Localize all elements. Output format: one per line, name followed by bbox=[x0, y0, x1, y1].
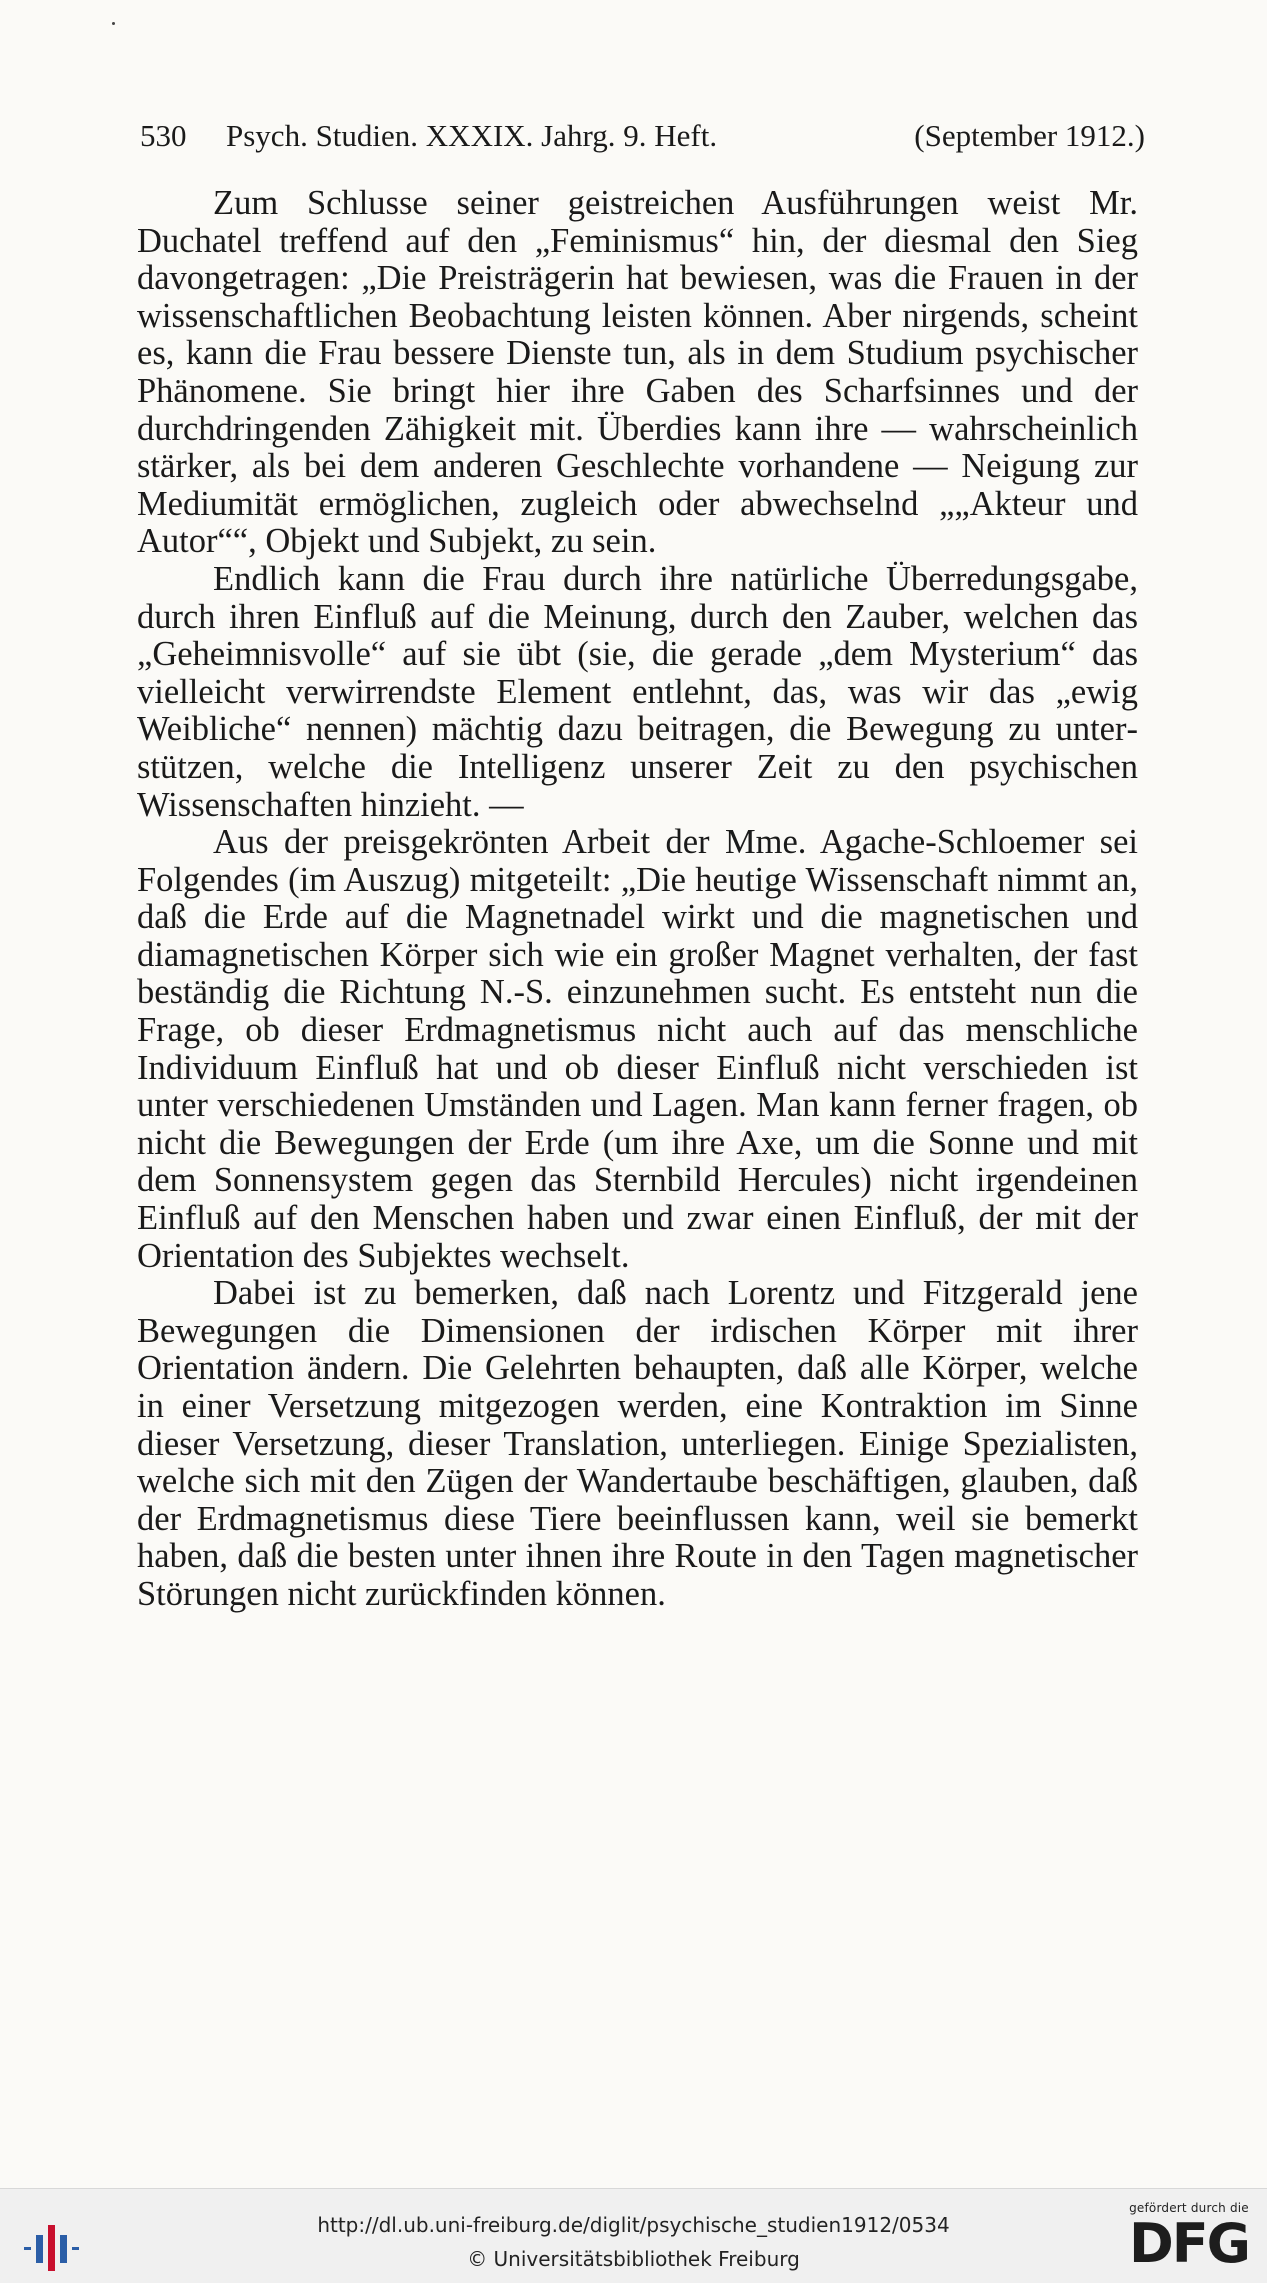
funding-tagline: gefördert durch die bbox=[1129, 2201, 1249, 2215]
paragraph: Endlich kann die Frau durch ihre natürliche Überredungsgabe, durch ihren Einfluß auf die Meinung, durch den Zauber, welchen das „Geheimnisvolle“ auf sie übt (sie, die gerade „dem Mysterium“ das vielleicht verwirrendste Element entlehnt, das, was wir das „ewig Weibliche“ nennen) mächtig dazu beitragen, die Bewegung zu unterstützen, welche die Intelligenz unserer Zeit zu den psychischen Wissenschaften hinzieht. — bbox=[137, 559, 1138, 824]
viewer-footer bbox=[0, 2188, 1267, 2283]
dfg-logo-icon: DFG bbox=[1128, 2212, 1250, 2275]
issue-date: (September 1912.) bbox=[914, 118, 1145, 153]
paragraph: Aus der preisgekrönten Arbeit der Mme. Agache-Schloemer sei Folgendes (im Auszug) mitgeteilt: „Die heutige Wissenschaft nimmt an, daß die Erde auf die Magnetnadel wirkt und die magnetischen und diamagnetischen Körper sich wie ein großer Magnet verhalten, der fast beständig die Richtung N.-S. einzunehmen sucht. Es entsteht nun die Frage, ob dieser Erdmagnetismus nicht auch auf das menschliche Individuum Einfluß hat und ob dieser Einfluß nicht verschieden ist unter verschiedenen Umständen und Lagen. Man kann ferner fragen, ob nicht die Bewegungen der Erde (um ihre Axe, um die Sonne und mit dem Sonnensystem gegen das Sternbild Hercules) nicht irgendeinen Einfluß auf den Menschen haben und zwar einen Einfluß, der mit der Orientation des Subjektes wechselt. bbox=[137, 823, 1138, 1275]
paragraph: Zum Schlusse seiner geistreichen Ausführungen weist Mr. Duchatel treffend auf den „Feminismus“ hin, der diesmal den Sieg davongetragen: „Die Preisträgerin hat bewiesen, was die Frauen in der wissenschaftlichen Beobachtung leisten können. Aber nirgends, scheint es, kann die Frau bessere Dienste tun, als in dem Studium psychischer Phänomene. Sie bringt hier ihre Gaben des Scharfsinnes und der durchdringenden Zähigkeit mit. Überdies kann ihre — wahrscheinlich stärker, als bei dem anderen Geschlechte vorhandene — Neigung zur Mediumität ermöglichen, zugleich oder abwechselnd „„Akteur und Autor““, Objekt und Subjekt, zu sein. bbox=[137, 184, 1138, 561]
scan-speck bbox=[112, 22, 115, 25]
permalink[interactable]: http://dl.ub.uni-freiburg.de/diglit/psychische_studien1912/0534 bbox=[317, 2213, 950, 2237]
body-text bbox=[137, 185, 1138, 1614]
running-head bbox=[140, 118, 1145, 158]
journal-title: Psych. Studien. XXXIX. Jahrg. 9. Heft. bbox=[226, 118, 718, 153]
funder-badge bbox=[1118, 2201, 1260, 2277]
copyright-notice: © Universitätsbibliothek Freiburg bbox=[467, 2247, 800, 2271]
paragraph: Dabei ist zu bemerken, daß nach Lorentz und Fitzgerald jene Bewegungen die Dimensionen der irdischen Körper mit ihrer Orientation ändern. Die Gelehrten behaupten, daß alle Körper, welche in einer Versetzung mitgezogen werden, eine Kontraktion im Sinne dieser Versetzung, dieser Translation, unterliegen. Einige Spezialisten, welche sich mit den Zügen der Wandertaube beschäftigen, glauben, daß der Erdmagnetismus diese Tiere beeinflussen kann, weil sie bemerkt haben, daß die besten unter ihnen ihre Route in den Tagen magnetischer Störungen nicht zurückfinden können. bbox=[137, 1274, 1138, 1613]
page-number: 530 bbox=[140, 118, 187, 153]
